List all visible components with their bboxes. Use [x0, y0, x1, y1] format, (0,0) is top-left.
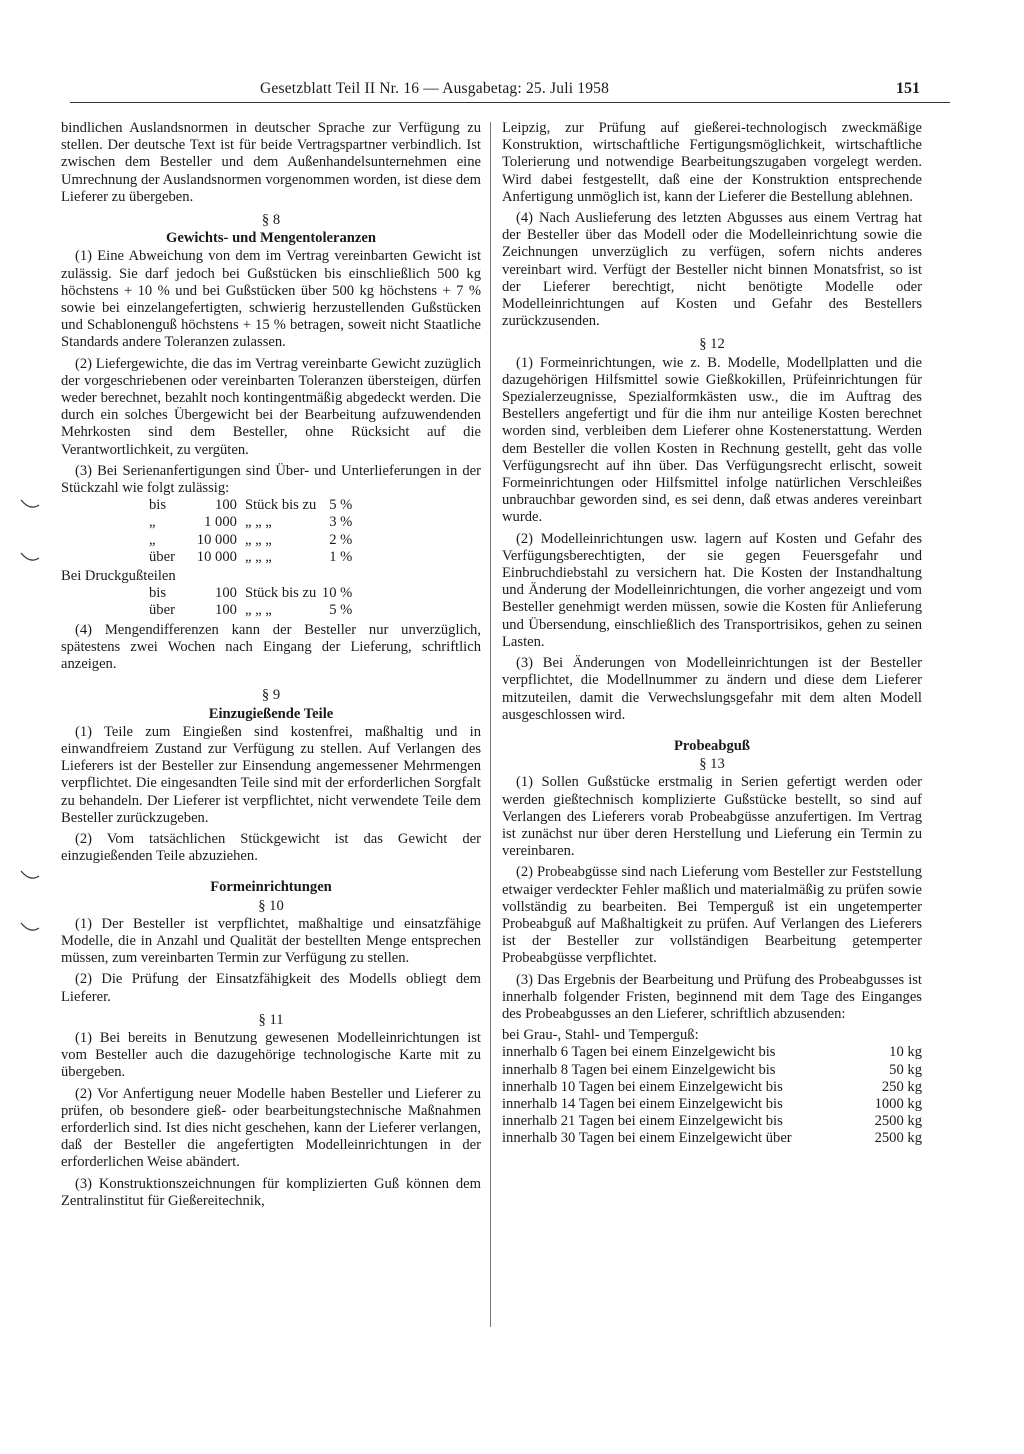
table-cell: Stück bis zu — [244, 585, 317, 602]
table-row — [502, 1096, 922, 1113]
tolerance-table-druckguss — [149, 585, 356, 619]
margin-mark-icon — [20, 920, 40, 934]
table-cell: innerhalb 14 Tagen bei einem Einzelgewicht bis — [502, 1095, 783, 1112]
paragraph: (2) Probeabgüsse sind nach Lieferung vom Besteller zur Feststellung etwaiger verdeckter Fehler maßlich und materialmäßig zu prüfen sowie vollständig zu bearbeiten. Bei Temperguß ist ein ungetemperter Probeabguß auf Maßhaltigkeit zu prüfen. Auf Verlangen des Lieferers ist der Besteller zur vollständigen Bearbeitung getemperter Probeabgüsse verpflichtet. — [502, 864, 922, 967]
table-cell: 3 % — [329, 514, 353, 531]
table-cell: 5 % — [329, 497, 353, 514]
druckguss-label: Bei Druckgußteilen — [61, 568, 176, 585]
section-number: § 12 — [699, 336, 725, 353]
margin-mark-icon — [20, 868, 40, 882]
margin-mark-icon — [20, 550, 40, 564]
table-cell: 1 000 — [204, 514, 237, 531]
paragraph: bindlichen Auslandsnormen in deutscher Sprache zur Verfügung zu stellen. Der deutsche Text ist für beide Vertragspartner verbindlich. Ist zwischen dem Besteller und dem Außenhandelsunternehmen eine Umrechnung der Auslandsnormen vorgenommen worden, ist diese dem Lieferer zu übergeben. — [61, 120, 481, 205]
table-row — [149, 602, 356, 619]
paragraph: (1) Sollen Gußstücke erstmalig in Serien gefertigt werden oder werden gießtechnisch komplizierte Gußstücke bestellt, so sind auf Verlangen des Lieferers vorab Probeabgüsse anzufertigen. Im Vertrag ist zunächst nur über deren Herstellung und Lieferung ein Termin zu vereinbaren. — [502, 774, 922, 860]
table-cell: innerhalb 10 Tagen bei einem Einzelgewicht bis — [502, 1078, 783, 1095]
section-number: § 9 — [261, 687, 281, 704]
table-cell: 100 — [215, 497, 237, 514]
margin-mark-icon — [20, 497, 40, 511]
table-row — [149, 549, 356, 566]
right-column — [502, 120, 922, 1148]
table-cell: 100 — [215, 585, 237, 602]
paragraph: (2) Modelleinrichtungen usw. lagern auf Kosten und Gefahr des Verfügungsberechtigten, der sie gegen Feuersgefahr und Einbruchdiebstahl zu versichern hat. Die Kosten der Instandhaltung und Änderung der Modelleinrichtungen, die vorher angezeigt und vom Besteller genehmigt werden müssen, sowie die Kosten für Anlieferung und Übersendung, einschließlich des Transportrisikos, gehen zu seinen Lasten. — [502, 530, 922, 650]
paragraph: (3) Bei Serienanfertigungen sind Über- und Unterlieferungen in der Stückzahl wie folgt zulässig: — [61, 462, 481, 497]
section-heading: Einzugießende Teile — [208, 705, 334, 722]
table-cell: 5 % — [329, 602, 353, 619]
table-cell: „ — [149, 514, 156, 531]
table-cell: innerhalb 8 Tagen bei einem Einzelgewicht bis — [502, 1061, 776, 1078]
header-title: Gesetzblatt Teil II Nr. 16 — Ausgabetag: 25. Juli 1958 — [260, 80, 610, 97]
paragraph: (1) Formeinrichtungen, wie z. B. Modelle, Modellplatten und die dazugehörigen Hilfsmittel sowie Gießkokillen, Prüfeinrichtungen für Spezialerzeugnisse, Spezialformkästen usw., die im Auftrag des Bestellers angefertigt und für die ihm nur anteilige Kosten berechnet worden sind, verbleiben dem Lieferer ohne Kostenerstattung. Werden dem Besteller die vollen Kosten in Rechnung gestellt, geht das volle Verfügungsrecht auf ihn über. Das Verfügungsrecht erlischt, soweit Formeinrichtungen oder Hilfsmittel infolge natürlichen Verschleißes unbrauchbar geworden sind, es sei denn, daß etwas anderes vereinbart wurde. — [502, 354, 922, 526]
table-cell: innerhalb 6 Tagen bei einem Einzelgewicht bis — [502, 1044, 776, 1061]
table-row — [149, 497, 356, 514]
table-cell: 2500 kg — [874, 1113, 922, 1130]
table-cell: bis — [149, 585, 167, 602]
section-number: § 11 — [258, 1011, 284, 1028]
table-cell: „ — [149, 531, 156, 548]
grau-label: bei Grau-, Stahl- und Temperguß: — [502, 1027, 699, 1044]
section-number: § 13 — [699, 756, 725, 773]
table-cell: 50 kg — [889, 1061, 922, 1078]
paragraph: (2) Vor Anfertigung neuer Modelle haben Besteller und Lieferer zu prüfen, ob besondere gieß- oder bearbeitungstechnische Maßnahmen erforderlich sind. Ist dies nicht geschehen, kann der Lieferer verlangen, daß der Besteller die angefertigten Modelleinrichtungen in der erforderlichen Weise abändert. — [61, 1085, 481, 1171]
table-cell: 10 000 — [196, 548, 237, 565]
table-cell: 2500 kg — [874, 1130, 922, 1147]
table-cell: „ „ „ — [244, 514, 272, 531]
page-number: 151 — [896, 80, 920, 97]
table-cell: über — [149, 602, 175, 619]
table-row — [149, 532, 356, 549]
paragraph: (2) Die Prüfung der Einsatzfähigkeit des Modells obliegt dem Lieferer. — [61, 971, 481, 1005]
paragraph: (1) Teile zum Eingießen sind kostenfrei, maßhaltig und in einwandfreiem Zustand zur Verfügung zu stellen. Auf Verlangen des Lieferers ist der Besteller zur Einsendung angemessener Mehrmengen verpflichtet. Die eingesandten Teile sind mit der erforderlichen Sorgfalt zu behandeln. Der Lieferer ist verpflichtet, nicht verwendete Teile dem Besteller zurückzugeben. — [61, 723, 481, 826]
paragraph: Leipzig, zur Prüfung auf gießerei-technologisch zweckmäßige Konstruktion, wirtschaftliche Fertigungsmöglichkeit, wirtschaftliche Tolerierung und notwendige Bearbeitungszugaben vorgelegt werden. Wird dabei festgestellt, daß eine der Konstruktion entsprechende Anfertigung unmöglich ist, kann der Lieferer die Bestellung ablehnen. — [502, 120, 922, 205]
table-row — [502, 1044, 922, 1061]
table-row — [149, 514, 356, 531]
paragraph: (1) Eine Abweichung von dem im Vertrag vereinbarten Gewicht ist zulässig. Sie darf jedoch bei Gußstücken bis einschließlich 500 kg höchstens + 10 % und bei Gußstücken über 500 kg höchstens + 7 % sowie bei einzelangefertigten, schwierig herzustellenden Gußstücken und Schablonenguß höchstens + 15 % betragen, soweit nicht Staatliche Standards andere Toleranzen zulassen. — [61, 248, 481, 351]
table-cell: innerhalb 21 Tagen bei einem Einzelgewicht bis — [502, 1113, 783, 1130]
section-heading: Probeabguß — [674, 737, 750, 754]
table-cell: 10 kg — [889, 1044, 922, 1061]
table-cell: 2 % — [329, 531, 353, 548]
table-cell: 100 — [215, 602, 237, 619]
table-cell: „ „ „ — [244, 531, 272, 548]
column-divider — [490, 122, 491, 1327]
tolerance-table — [149, 497, 356, 566]
paragraph: (1) Bei bereits in Benutzung gewesenen Modelleinrichtungen ist vom Besteller auch die dazugehörige technologische Karte mit zu übergeben. — [61, 1029, 481, 1081]
section-heading: Formeinrichtungen — [210, 879, 332, 896]
paragraph: (3) Konstruktionszeichnungen für komplizierten Guß können dem Zentralinstitut für Gießereitechnik, — [61, 1175, 481, 1209]
table-cell: 10 % — [321, 585, 353, 602]
table-cell: bis — [149, 497, 167, 514]
table-row — [502, 1130, 922, 1147]
left-column — [61, 120, 481, 1214]
table-row — [502, 1113, 922, 1130]
paragraph: (4) Mengendifferenzen kann der Besteller nur unverzüglich, spätestens zwei Wochen nach Eingang der Lieferung, schriftlich anzeigen. — [61, 621, 481, 673]
table-row — [149, 585, 356, 602]
table-cell: Stück bis zu — [244, 497, 317, 514]
table-cell: innerhalb 30 Tagen bei einem Einzelgewicht über — [502, 1130, 792, 1147]
table-cell: 250 kg — [881, 1078, 922, 1095]
table-cell: 1 % — [329, 548, 353, 565]
paragraph: (3) Bei Änderungen von Modelleinrichtungen ist der Besteller verpflichtet, die Modellnummer zu ändern und diese dem Lieferer mitzuteilen, damit die Verwechslungsgefahr mit dem alten Modell ausgeschlossen wird. — [502, 655, 922, 723]
table-row — [502, 1079, 922, 1096]
paragraph: (1) Der Besteller ist verpflichtet, maßhaltige und einsatzfähige Modelle, die in Anzahl und Qualität der bestellten Menge entsprechen müssen, zum vereinbarten Termin zur Verfügung zu stellen. — [61, 915, 481, 967]
paragraph: (2) Vom tatsächlichen Stückgewicht ist das Gewicht der einzugießenden Teile abzuziehen. — [61, 830, 481, 865]
section-heading: Gewichts- und Mengentoleranzen — [166, 230, 376, 247]
paragraph: (3) Das Ergebnis der Bearbeitung und Prüfung des Probeabgusses ist innerhalb folgender Fristen, beginnend mit dem Tage des Einganges des Probeabgusses an den Lieferer, schriftlich abzusenden: — [502, 971, 922, 1022]
running-header — [70, 80, 950, 103]
inspection-deadline-table — [502, 1044, 922, 1147]
table-cell: über — [149, 548, 175, 565]
table-cell: „ „ „ — [244, 602, 272, 619]
paragraph: (2) Liefergewichte, die das im Vertrag vereinbarte Gewicht zuzüglich der vorgeschriebenen oder vereinbarten Toleranzen übersteigen, dürfen weder berechnet, bezahlt noch kontingentmäßig abgedeckt werden. Die durch ein solches Übergewicht bei der Bearbeitung aufzuwendenden Mehrkosten sind dem Besteller, ohne Rücksicht auf die Verantwortlichkeit, zu vergüten. — [61, 355, 481, 458]
table-row — [502, 1062, 922, 1079]
section-number: § 8 — [261, 212, 281, 229]
paragraph: (4) Nach Auslieferung des letzten Abgusses aus einem Vertrag hat der Besteller über das Modell oder die Modelleinrichtung sowie die Zeichnungen unverzüglich zu verfügen, sofern nichts anderes vereinbart wird. Verfügt der Besteller nicht binnen Monatsfrist, so ist der Lieferer berechtigt, nicht benötigte Modelle oder Modelleinrichtungen auf Kosten und Gefahr des Bestellers zurückzusenden. — [502, 210, 922, 330]
table-cell: 10 000 — [196, 531, 237, 548]
section-number: § 10 — [258, 897, 284, 914]
table-cell: „ „ „ — [244, 548, 272, 565]
table-cell: 1000 kg — [874, 1095, 922, 1112]
